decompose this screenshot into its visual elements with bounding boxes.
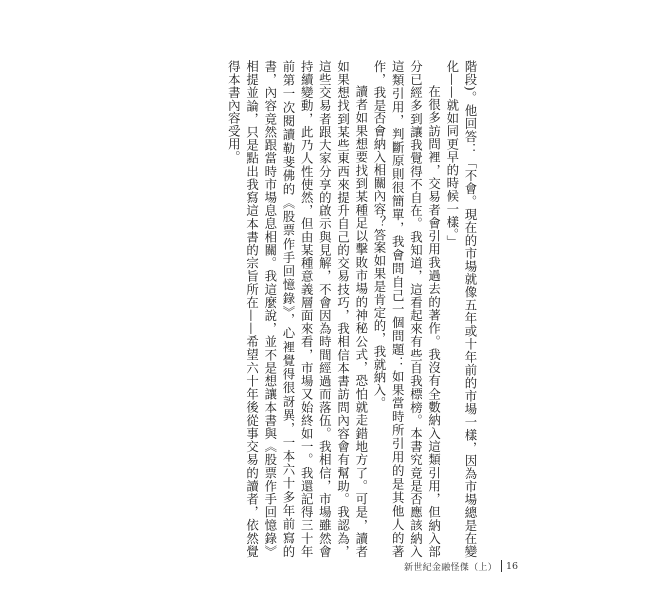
footer-divider — [501, 560, 502, 572]
paragraph-1: 階段)。他回答：「不會。現在的市場就像五年或十年前的市場一樣，因為市場總是在變化——就如同更早的時候一樣。」 — [444, 60, 478, 558]
body-text — [189, 60, 479, 558]
page-footer — [404, 558, 518, 574]
paragraph-3: 讀者如果想要找到某種足以擊敗市場的神秘公式，恐怕就走錯地方了。可是，讀者如果想找到某些東西來提升自己的交易技巧，我相信本書訪問內容會有幫助。我認為，這些交易者跟大家分享的啟示與見解，不會因為時間經過而落伍。我相信，市場雖然會持續變動，此乃人性使然，但由某種意義層面來看，市場又始終如一。我還記得三十年前第一次閱讀勒斐佛的《股票作手回憶錄》，心裡覺得很訝異，一本六十多年前寫的書，內容竟然跟當時市場息息相關。我這麼說，並不是想讓本書與《股票作手回憶錄》相提並論，只是點出我寫這本書的宗旨所在——希望六十年後從事交易的讀者，依然覺得本書內容受用。 — [226, 60, 369, 558]
page-number: 16 — [506, 560, 519, 572]
paragraph-2: 在很多訪問裡，交易者會引用我過去的著作。我沒有全數納入這類引用，但納入部分已經多到讓我覺得不自在。我知道，這看起來有些自我標榜。本書究竟是否應該納入這類引用，判斷原則很簡單，我會問自己一個問題：如果當時所引用的是其他人的著作，我是否會納入相關內容？答案如果是肯定的，我就納入。 — [371, 60, 442, 558]
running-title: 新世紀金融怪傑（上） — [404, 562, 498, 573]
